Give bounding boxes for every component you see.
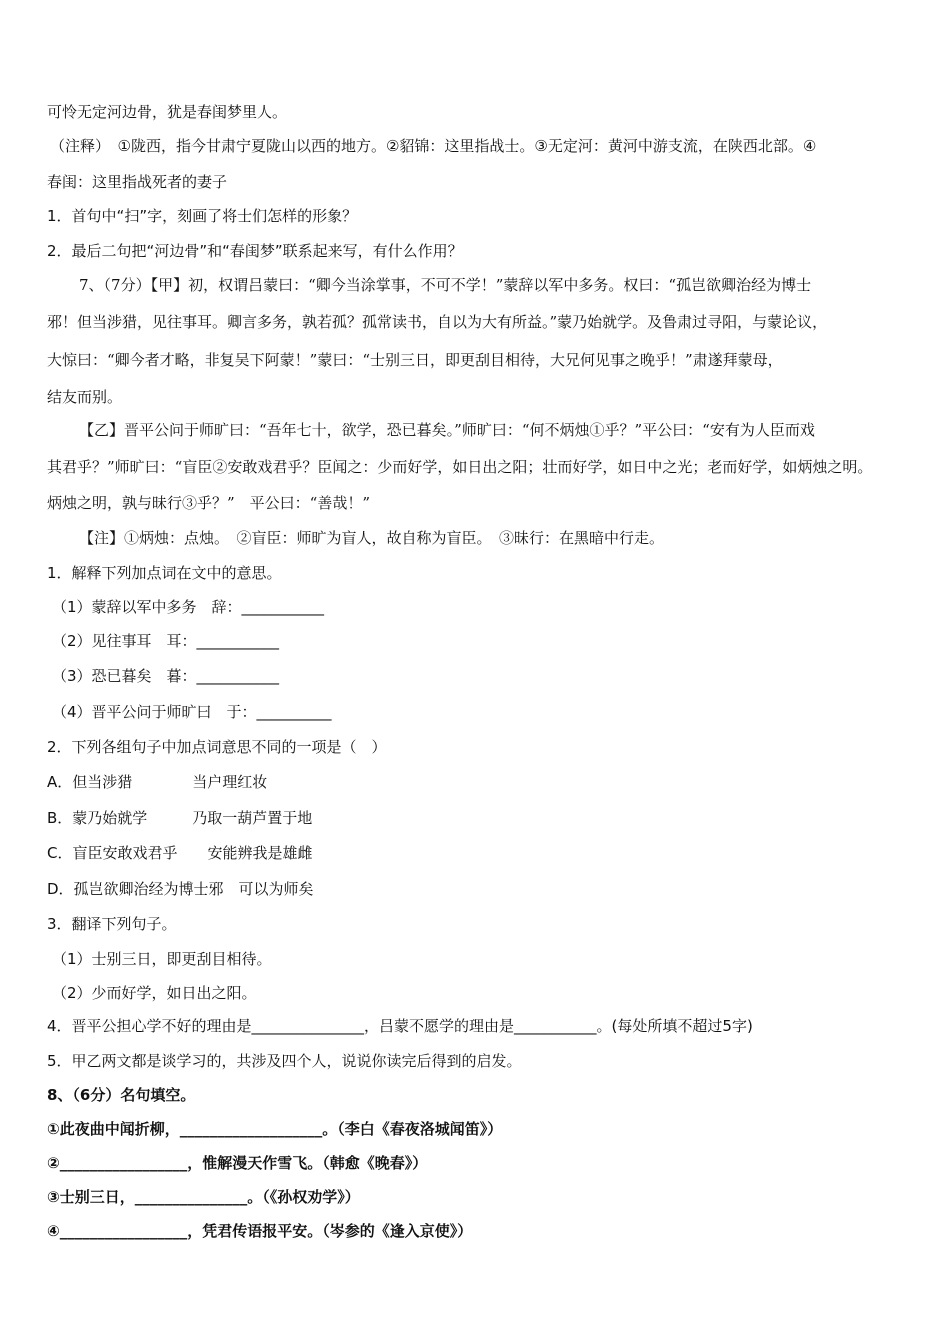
passage-jia-line-3: 大惊曰：“卿今者才略，非复吴下阿蒙！”蒙曰：“士别三日，即更刮目相待，大兄何见事之晚乎！”肃遂拜蒙母，: [47, 351, 783, 369]
question-7-1-item-2: （2）见往事耳 耳：___________: [52, 632, 280, 650]
question-7-5: 5．甲乙两文都是谈学习的，共涉及四个人，说说你读完后得到的启发。: [47, 1052, 522, 1070]
passage-jia-line-1: 7、（7分）【甲】初，权谓吕蒙曰：“卿今当涂掌事，不可不学！”蒙辞以军中多务。权曰：“孤岂欲卿治经为博士: [79, 276, 812, 294]
question-8-item-4: ④_________________，凭君传语报平安。（岑参的《逢入京使》）: [47, 1222, 473, 1240]
question-6-2: 2．最后二句把“河边骨”和“春闺梦”联系起来写，有什么作用？: [47, 242, 463, 260]
question-7-1-item-1: （1）蒙辞以军中多务 辞：___________: [52, 598, 325, 616]
question-7-2: 2．下列各组句子中加点词意思不同的一项是（ ）: [47, 738, 387, 756]
question-6-1: 1．首句中“扫”字，刻画了将士们怎样的形象？: [47, 207, 358, 225]
question-8-heading: 8、（6分）名句填空。: [47, 1086, 196, 1104]
question-7-3-item-1: （1）士别三日，即更刮目相待。: [52, 950, 272, 968]
question-7-3-item-2: （2）少而好学，如日出之阳。: [52, 984, 257, 1002]
passage-yi-line-1: 【乙】晋平公问于师旷曰：“吾年七十，欲学，恐已暮矣。”师旷曰：“何不炳烛①乎？”平公曰：“安有为人臣而戏: [79, 421, 815, 439]
option-d: D．孤岂欲卿治经为博士邪 可以为师矣: [47, 880, 314, 898]
annotation-line-1: （注释） ①陇西，指今甘肃宁夏陇山以西的地方。②貂锦：这里指战士。③无定河：黄河中游支流，在陕西北部。④: [50, 137, 817, 155]
question-8-item-1: ①此夜曲中闻折柳，___________________。（李白《春夜洛城闻笛》）: [47, 1120, 503, 1138]
option-a: A．但当涉猎 当户理红妆: [47, 773, 268, 791]
option-b: B．蒙乃始就学 乃取一葫芦置于地: [47, 809, 313, 827]
passage-jia-line-4: 结友而别。: [47, 388, 123, 406]
passage-yi-line-2: 其君乎？”师旷曰：“盲臣②安敢戏君乎？臣闻之：少而好学，如日出之阳；壮而好学，如日中之光；老而好学，如炳烛之明。: [47, 458, 873, 476]
passage-jia-line-2: 邪！但当涉猎，见往事耳。卿言多务，孰若孤？孤常读书，自以为大有所益。”蒙乃始就学。及鲁肃过寻阳，与蒙论议，: [47, 313, 828, 331]
question-8-item-2: ②_________________，惟解漫天作雪飞。（韩愈《晚春》）: [47, 1154, 428, 1172]
question-7-1-item-3: （3）恐已暮矣 暮：___________: [52, 667, 280, 685]
poem-last-line: 可怜无定河边骨，犹是春闺梦里人。: [47, 103, 288, 121]
passage-yi-notes: 【注】①炳烛：点烛。 ②盲臣：师旷为盲人，故自称为盲臣。 ③昧行：在黑暗中行走。: [79, 529, 665, 547]
option-c: C．盲臣安敢戏君乎 安能辨我是雄雌: [47, 844, 313, 862]
question-7-3: 3．翻译下列句子。: [47, 915, 177, 933]
annotation-line-2: 春闺：这里指战死者的妻子: [47, 173, 228, 191]
question-7-1: 1．解释下列加点词在文中的意思。: [47, 564, 282, 582]
question-8-item-3: ③士别三日，_______________。（《孙权劝学》）: [47, 1188, 360, 1206]
passage-yi-line-3: 炳烛之明，孰与昧行③乎？” 平公曰：“善哉！”: [47, 494, 371, 512]
question-7-1-item-4: （4）晋平公问于师旷曰 于：__________: [52, 703, 332, 721]
question-7-4: 4．晋平公担心学不好的理由是_______________，吕蒙不愿学的理由是___________。(每处所填不超过5字): [47, 1017, 753, 1035]
